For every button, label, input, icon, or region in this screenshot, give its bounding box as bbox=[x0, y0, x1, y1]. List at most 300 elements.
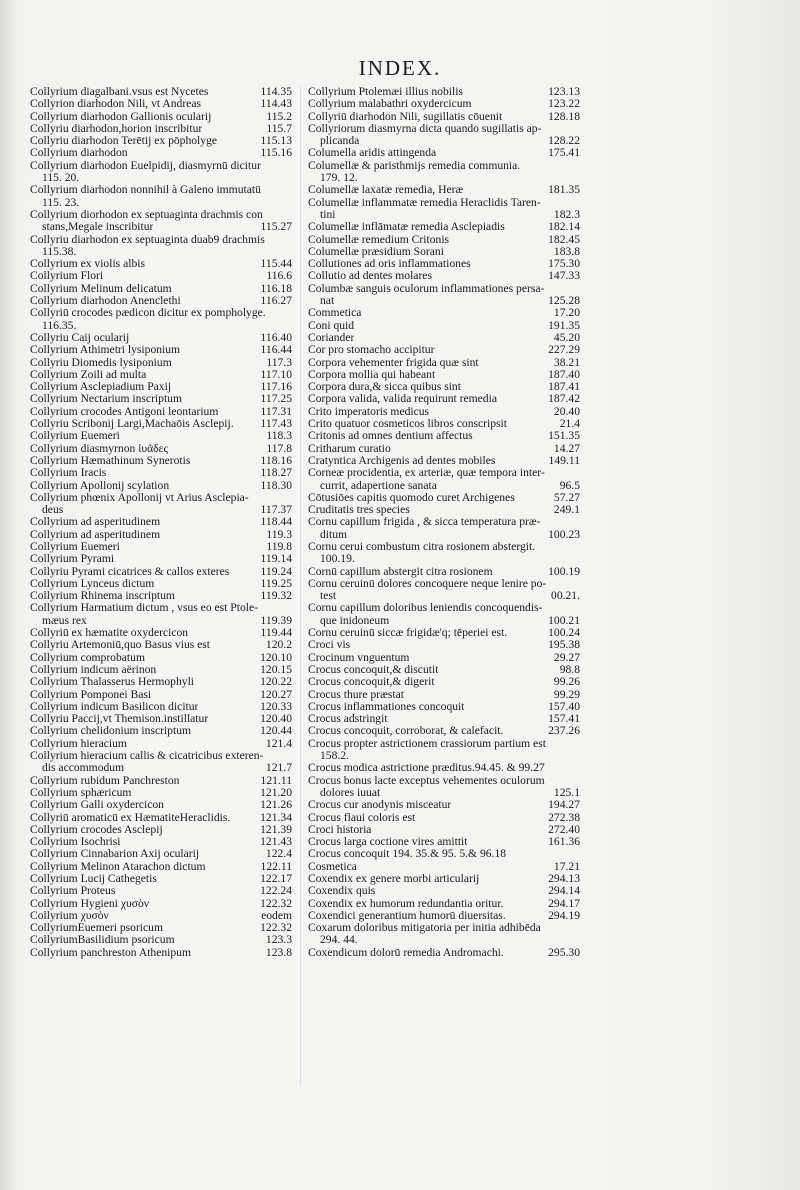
entry-reference: 99.26 bbox=[553, 676, 580, 689]
entry-reference: 128.22 bbox=[548, 135, 580, 148]
entry-text: Crocus modica astrictione præditus.94.45. & 99.27 bbox=[308, 762, 545, 775]
page-header: INDEX. bbox=[358, 56, 442, 80]
entry-reference: 123.22 bbox=[548, 98, 580, 111]
index-entry bbox=[308, 111, 580, 123]
entry-text: 294. 44. bbox=[320, 934, 358, 947]
index-entry bbox=[308, 209, 580, 221]
entry-text: Collyrium crocodes Antigoni leontarium bbox=[30, 405, 219, 418]
index-entry bbox=[30, 873, 292, 885]
index-entry bbox=[30, 430, 292, 442]
entry-text: Corpora valida, valida requirunt remedia bbox=[308, 393, 497, 406]
entry-reference: 117.8 bbox=[266, 442, 292, 455]
entry-text: Crocus concoquit,& digerit bbox=[308, 676, 435, 689]
index-entry bbox=[30, 861, 292, 873]
entry-text: Collyrium Euemeri bbox=[30, 430, 120, 443]
index-entry bbox=[308, 713, 580, 725]
entry-text: Collyrium diarhodon bbox=[30, 147, 128, 160]
entry-reference: 182.45 bbox=[548, 233, 580, 246]
index-entry bbox=[30, 443, 292, 455]
entry-text: Crocus cur anodynis misceatur bbox=[308, 799, 452, 812]
index-entry bbox=[30, 160, 292, 172]
entry-text: Collyriū diarhodon Nili, sugillatis cōuenit bbox=[308, 110, 503, 123]
entry-text: Collyrium diagalbani.vsus est Nycetes bbox=[30, 86, 209, 98]
index-entry bbox=[308, 295, 580, 307]
entry-text: Collutiones ad oris inflammationes bbox=[308, 258, 471, 271]
index-entry bbox=[308, 701, 580, 713]
entry-text: Collyrium Lucij Cathegetis bbox=[30, 873, 157, 885]
entry-text: Collyriu Paccij,vt Themison.instillatur bbox=[30, 713, 209, 726]
index-entry bbox=[308, 602, 580, 614]
entry-reference: 115.44 bbox=[260, 258, 292, 271]
entry-reference: 120.10 bbox=[260, 651, 292, 664]
entry-text: Coxendicum dolorū remedia Andromachi. bbox=[308, 946, 504, 959]
entry-reference: 100.21 bbox=[548, 614, 580, 627]
entry-reference: 194.27 bbox=[548, 799, 580, 812]
entry-text: Collyrium Euemeri bbox=[30, 540, 120, 553]
index-entry bbox=[30, 197, 292, 209]
entry-text: Collyrium ex violis albis bbox=[30, 258, 145, 271]
entry-text: plicanda bbox=[320, 135, 360, 148]
index-entry bbox=[308, 787, 580, 799]
entry-text: Crocus flaui coloris est bbox=[308, 811, 416, 824]
index-entry bbox=[30, 209, 292, 221]
entry-text: Coxendix ex genere morbi articularij bbox=[308, 873, 480, 885]
index-entry bbox=[308, 234, 580, 246]
entry-reference: 114.43 bbox=[260, 98, 292, 111]
index-entry bbox=[308, 615, 580, 627]
index-entry bbox=[30, 516, 292, 528]
index-entry bbox=[30, 246, 292, 258]
entry-text: Collyrium Rhinema inscriptum bbox=[30, 590, 175, 603]
entry-text: 116.35. bbox=[42, 319, 77, 332]
entry-text: Collyriu diarhodon ex septuaginta duab9 drachmis bbox=[30, 233, 265, 246]
entry-reference: 116.44 bbox=[260, 344, 292, 357]
entry-text: Cornu capillum doloribus leniendis concoquendis- bbox=[308, 602, 543, 615]
entry-reference: 114.35 bbox=[260, 86, 292, 98]
entry-text: Collyrium Iracis bbox=[30, 467, 107, 480]
entry-reference: 118.3 bbox=[266, 430, 292, 443]
index-entry bbox=[30, 467, 292, 479]
entry-text: Croci vis bbox=[308, 639, 351, 652]
index-entry bbox=[308, 172, 580, 184]
index-entry bbox=[308, 836, 580, 848]
index-entry bbox=[30, 234, 292, 246]
entry-reference: 182.14 bbox=[548, 221, 580, 234]
entry-reference: 119.8 bbox=[266, 540, 292, 553]
index-entry bbox=[30, 848, 292, 860]
entry-reference: 117.3 bbox=[266, 356, 292, 369]
entry-text: Columellæ remedium Critonis bbox=[308, 233, 450, 246]
entry-reference: 272.38 bbox=[548, 811, 580, 824]
entry-text: Collyriu Diomedis lysiponium bbox=[30, 356, 172, 369]
entry-text: 115. 23. bbox=[42, 196, 80, 209]
entry-reference: 182.3 bbox=[553, 208, 580, 221]
entry-reference: 294.14 bbox=[548, 885, 580, 898]
index-entry bbox=[30, 664, 292, 676]
index-entry bbox=[308, 652, 580, 664]
entry-text: Collyriu Scribonij Largi,Machaōis Asclepij. bbox=[30, 418, 234, 431]
index-entry bbox=[30, 725, 292, 737]
index-entry bbox=[308, 725, 580, 737]
entry-text: mæus rex bbox=[42, 614, 87, 627]
entry-text: Collyriu Artemoniū,quo Basus vius est bbox=[30, 639, 211, 652]
entry-text: dis accommodum bbox=[42, 762, 125, 775]
entry-text: Cratyntica Archigenis ad dentes mobiles bbox=[308, 454, 496, 467]
index-entry bbox=[308, 824, 580, 836]
entry-reference: 118.27 bbox=[260, 467, 292, 480]
entry-reference: 120.27 bbox=[260, 688, 292, 701]
entry-text: Coxendix ex humorum redundantia oritur. bbox=[308, 897, 504, 910]
entry-text: Collyrium Pomponei Basi bbox=[30, 688, 152, 701]
index-entry bbox=[30, 824, 292, 836]
entry-text: Critonis ad omnes dentium affectus bbox=[308, 430, 473, 443]
column-divider bbox=[300, 86, 301, 1086]
index-entry bbox=[30, 111, 292, 123]
index-entry bbox=[308, 775, 580, 787]
index-entry bbox=[308, 516, 580, 528]
entry-text: Collyrium Proteus bbox=[30, 885, 116, 898]
entry-text: Collyriu diarhodon,horion inscribitur bbox=[30, 122, 203, 135]
entry-reference: 116.27 bbox=[260, 295, 292, 308]
entry-reference: 115.16 bbox=[260, 147, 292, 160]
index-entry bbox=[30, 283, 292, 295]
entry-text: Collyrium comprobatum bbox=[30, 651, 145, 664]
entry-text: Corpora mollia qui habeant bbox=[308, 368, 436, 381]
entry-text: Crocus larga coctione vires amittit bbox=[308, 836, 468, 849]
entry-text: Collutio ad dentes molares bbox=[308, 270, 432, 283]
entry-text: Collyriu Caij ocularij bbox=[30, 331, 130, 344]
entry-text: Collyrium Pyrami bbox=[30, 553, 115, 566]
index-entry bbox=[308, 258, 580, 270]
entry-text: Crocus concoquit 194. 35.& 95. 5.& 96.18 bbox=[308, 848, 507, 861]
entry-text: Collyrium ad asperitudinem bbox=[30, 516, 161, 529]
entry-reference: 100.24 bbox=[548, 627, 580, 640]
index-entry bbox=[308, 344, 580, 356]
index-entry bbox=[308, 455, 580, 467]
index-entry bbox=[308, 639, 580, 651]
entry-reference: 123.8 bbox=[265, 946, 292, 959]
entry-reference: eodem bbox=[261, 909, 292, 922]
entry-text: Commetica bbox=[308, 307, 362, 320]
index-entry bbox=[308, 320, 580, 332]
entry-reference: 195.38 bbox=[548, 639, 580, 652]
entry-text: Collyrium diasmyrnon ἱυᾶδες bbox=[30, 442, 169, 455]
index-entry bbox=[308, 430, 580, 442]
index-entry bbox=[308, 135, 580, 147]
index-entry bbox=[30, 295, 292, 307]
index-entry bbox=[308, 246, 580, 258]
entry-reference: 294.17 bbox=[548, 897, 580, 910]
index-entry bbox=[308, 553, 580, 565]
entry-reference: 123.3 bbox=[265, 934, 292, 947]
index-entry bbox=[30, 492, 292, 504]
index-entry bbox=[308, 848, 580, 860]
entry-text: ditum bbox=[320, 528, 348, 541]
entry-reference: 117.31 bbox=[260, 405, 292, 418]
entry-text: Collyrium diorhodon ex septuaginta drachmis con bbox=[30, 208, 263, 221]
entry-reference: 115.27 bbox=[260, 221, 292, 234]
index-entry bbox=[30, 381, 292, 393]
entry-text: Columella aridis attingenda bbox=[308, 147, 437, 160]
entry-reference: 121.4 bbox=[265, 737, 292, 750]
entry-reference: 38.21 bbox=[553, 356, 580, 369]
entry-reference: 119.14 bbox=[260, 553, 292, 566]
entry-text: Cornū capillum abstergit citra rosionem bbox=[308, 565, 493, 578]
entry-reference: 125.1 bbox=[553, 786, 580, 799]
entry-text: Cōtusiōes capitis quomodo curet Archigenes bbox=[308, 491, 515, 504]
index-entry bbox=[30, 406, 292, 418]
index-entry bbox=[30, 86, 292, 98]
entry-text: Cor pro stomacho accipitur bbox=[308, 344, 435, 357]
entry-reference: 157.40 bbox=[548, 700, 580, 713]
entry-text: Collyrium hieracium callis & cicatricibus exteren- bbox=[30, 750, 264, 763]
entry-text: Corpora dura,& sicca quibus sint bbox=[308, 381, 461, 394]
entry-reference: 116.40 bbox=[260, 331, 292, 344]
entry-reference: 147.33 bbox=[548, 270, 580, 283]
index-entry bbox=[30, 910, 292, 922]
index-entry bbox=[30, 147, 292, 159]
entry-reference: 45.20 bbox=[553, 331, 580, 344]
entry-reference: 122.32 bbox=[260, 897, 292, 910]
entry-reference: 122.24 bbox=[260, 885, 292, 898]
entry-reference: 191.35 bbox=[548, 319, 580, 332]
index-entry bbox=[30, 418, 292, 430]
entry-reference: 122.4 bbox=[265, 848, 292, 861]
entry-text: Coriander bbox=[308, 331, 355, 344]
index-entry bbox=[30, 135, 292, 147]
index-entry bbox=[30, 934, 292, 946]
entry-reference: 121.7 bbox=[265, 762, 292, 775]
index-entry bbox=[30, 627, 292, 639]
index-entry bbox=[30, 184, 292, 196]
index-entry bbox=[30, 615, 292, 627]
entry-text: 115. 20. bbox=[42, 172, 80, 185]
entry-text: Coxendici generantium humorū diuersitas. bbox=[308, 909, 506, 922]
entry-text: Collyrion diarhodon Nili, vt Andreas bbox=[30, 98, 201, 111]
index-entry bbox=[308, 393, 580, 405]
index-entry bbox=[308, 910, 580, 922]
entry-text: Collyrium malabathri oxydercicum bbox=[308, 98, 472, 111]
entry-text: Cornu cerui combustum citra rosionem abstergit. bbox=[308, 540, 536, 553]
entry-reference: 118.16 bbox=[260, 454, 292, 467]
index-entry bbox=[30, 652, 292, 664]
entry-reference: 128.18 bbox=[548, 110, 580, 123]
index-entry bbox=[308, 492, 580, 504]
index-entry bbox=[308, 406, 580, 418]
index-entry bbox=[30, 270, 292, 282]
entry-reference: 116.18 bbox=[260, 282, 292, 295]
entry-text: Collyriu diarhodon Terētij ex pōpholyge bbox=[30, 135, 218, 148]
entry-reference: 117.37 bbox=[260, 504, 292, 517]
entry-text: 100.19. bbox=[320, 553, 355, 566]
index-entry bbox=[308, 664, 580, 676]
entry-reference: 120.33 bbox=[260, 700, 292, 713]
index-entry bbox=[30, 369, 292, 381]
index-entry bbox=[30, 947, 292, 959]
index-entry bbox=[308, 676, 580, 688]
entry-reference: 118.44 bbox=[260, 516, 292, 529]
entry-reference: 120.44 bbox=[260, 725, 292, 738]
entry-reference: 175.41 bbox=[548, 147, 580, 160]
entry-text: Collyrium Zoili ad multa bbox=[30, 368, 147, 381]
index-entry bbox=[308, 627, 580, 639]
entry-reference: 119.24 bbox=[260, 565, 292, 578]
index-entry bbox=[30, 258, 292, 270]
index-entry bbox=[308, 812, 580, 824]
entry-text: Collyrium Isochrisi bbox=[30, 836, 121, 849]
entry-text: Coxarum doloribus mitigatoria per initia adhibēda bbox=[308, 922, 541, 935]
index-column-right bbox=[308, 86, 580, 959]
index-entry bbox=[308, 934, 580, 946]
entry-text: Crocinum vnguentum bbox=[308, 651, 410, 664]
index-entry bbox=[30, 762, 292, 774]
entry-text: Crocus bonus lacte exceptus vehementes oculorum bbox=[308, 774, 545, 787]
entry-reference: 115.13 bbox=[260, 135, 292, 148]
index-entry bbox=[30, 529, 292, 541]
entry-reference: 117.10 bbox=[260, 368, 292, 381]
index-entry bbox=[30, 639, 292, 651]
entry-reference: 151.35 bbox=[548, 430, 580, 443]
entry-text: Collyrium chelidonium inscriptum bbox=[30, 725, 192, 738]
index-column-left bbox=[30, 86, 292, 959]
entry-text: deus bbox=[42, 504, 64, 517]
index-entry bbox=[308, 898, 580, 910]
index-entry bbox=[308, 160, 580, 172]
entry-text: Collyrium Ptolemæi illius nobilis bbox=[308, 86, 463, 98]
index-entry bbox=[30, 922, 292, 934]
entry-text: Collyrium Galli oxydercicon bbox=[30, 799, 164, 812]
entry-reference: 120.40 bbox=[260, 713, 292, 726]
index-entry bbox=[30, 320, 292, 332]
entry-reference: 121.26 bbox=[260, 799, 292, 812]
entry-text: Collyrium Hæmathinum Synerotis bbox=[30, 454, 191, 467]
entry-text: Collyrium panchreston Athenipum bbox=[30, 946, 192, 959]
entry-text: Cornu ceruinū dolores concoquere neque lenire po- bbox=[308, 577, 547, 590]
entry-reference: 181.35 bbox=[548, 184, 580, 197]
entry-text: Crocus concoquit, corroborat, & calefacit. bbox=[308, 725, 504, 738]
entry-reference: 57.27 bbox=[553, 491, 580, 504]
entry-reference: 96.5 bbox=[559, 479, 580, 492]
entry-text: stans,Megale inscribitur bbox=[42, 221, 154, 234]
entry-text: Crito quatuor cosmeticos libros conscripsit bbox=[308, 418, 507, 431]
index-entry bbox=[30, 812, 292, 824]
entry-text: Crito imperatoris medicus bbox=[308, 405, 430, 418]
entry-text: Columellæ præsidium Sorani bbox=[308, 245, 444, 258]
index-entry bbox=[30, 332, 292, 344]
entry-text: Cruditatis tres species bbox=[308, 504, 410, 517]
index-entry bbox=[30, 775, 292, 787]
entry-text: 179. 12. bbox=[320, 172, 358, 185]
index-entry bbox=[30, 393, 292, 405]
entry-text: Collyrium indicum aërinon bbox=[30, 663, 157, 676]
entry-text: Collyrium Apollonij scylation bbox=[30, 479, 170, 492]
entry-text: Collyriorum diasmyrna dicta quando sugillatis ap- bbox=[308, 122, 542, 135]
index-entry bbox=[308, 369, 580, 381]
entry-reference: 187.42 bbox=[548, 393, 580, 406]
index-entry bbox=[30, 701, 292, 713]
entry-text: Collyrium χυσὸν bbox=[30, 909, 109, 922]
index-entry bbox=[308, 750, 580, 762]
index-entry bbox=[30, 713, 292, 725]
entry-text: Collyrium Nectarium inscriptum bbox=[30, 393, 182, 406]
entry-text: currit, adapertione sanata bbox=[320, 479, 437, 492]
entry-reference: 121.11 bbox=[260, 774, 292, 787]
index-entry bbox=[308, 197, 580, 209]
entry-text: Collyrium Athimetri lysiponium bbox=[30, 344, 181, 357]
entry-text: Collyrium Lynceus dictum bbox=[30, 577, 155, 590]
index-entry bbox=[30, 836, 292, 848]
entry-reference: 119.3 bbox=[266, 528, 292, 541]
entry-text: Collyrium Melinon Atarachon dictum bbox=[30, 860, 206, 873]
index-entry bbox=[30, 885, 292, 897]
entry-text: Columellæ & paristhmijs remedia communia. bbox=[308, 159, 521, 172]
index-entry bbox=[30, 898, 292, 910]
entry-reference: 122.32 bbox=[260, 922, 292, 935]
entry-text: Columellæ inflammatæ remedia Heraclidis Taren- bbox=[308, 196, 541, 209]
entry-text: Collyrium diarhodon Euelpidij, diasmyrnū dicitur bbox=[30, 159, 261, 172]
entry-reference: 272.40 bbox=[548, 823, 580, 836]
entry-reference: 121.34 bbox=[260, 811, 292, 824]
index-entry bbox=[30, 553, 292, 565]
index-entry bbox=[308, 147, 580, 159]
index-entry bbox=[308, 861, 580, 873]
entry-text: Collyriu Pyrami cicatrices & callos exteres bbox=[30, 565, 230, 578]
entry-text: Columbæ sanguis oculorum inflammationes persa- bbox=[308, 282, 545, 295]
index-entry bbox=[308, 381, 580, 393]
entry-reference: 119.25 bbox=[260, 577, 292, 590]
index-entry bbox=[30, 455, 292, 467]
index-entry bbox=[308, 86, 580, 98]
index-entry bbox=[308, 467, 580, 479]
entry-text: Collyrium Cinnabarion Axij ocularij bbox=[30, 848, 200, 861]
entry-text: Collyriū aromaticū ex HæmatiteHeraclidis. bbox=[30, 811, 231, 824]
index-entry bbox=[30, 172, 292, 184]
index-entry bbox=[30, 590, 292, 602]
index-entry bbox=[308, 98, 580, 110]
entry-text: Collyriū ex hæmatite oxydercicon bbox=[30, 627, 189, 640]
entry-text: Crocus adstringit bbox=[308, 713, 388, 726]
entry-text: Collyrium ad asperitudinem bbox=[30, 528, 161, 541]
entry-reference: 119.32 bbox=[260, 590, 292, 603]
entry-reference: 157.41 bbox=[548, 713, 580, 726]
entry-text: Columellæ inflāmatæ remedia Asclepiadis bbox=[308, 221, 505, 234]
entry-text: Cornu ceruinū siccæ frigidæ'q; tēperiei est. bbox=[308, 627, 508, 640]
index-entry bbox=[30, 750, 292, 762]
entry-reference: 20.40 bbox=[553, 405, 580, 418]
entry-reference: 175.30 bbox=[548, 258, 580, 271]
entry-text: Crocus thure præstat bbox=[308, 688, 404, 701]
index-entry bbox=[30, 357, 292, 369]
entry-text: test bbox=[320, 590, 337, 603]
index-entry bbox=[308, 689, 580, 701]
index-entry bbox=[308, 885, 580, 897]
entry-reference: 14.27 bbox=[553, 442, 580, 455]
entry-text: Cornu capillum frigida , & sicca temperatura præ- bbox=[308, 516, 541, 529]
index-entry bbox=[308, 578, 580, 590]
entry-text: nat bbox=[320, 295, 335, 308]
entry-text: Collyrium Asclepiadium Paxij bbox=[30, 381, 172, 394]
entry-reference: 187.41 bbox=[548, 381, 580, 394]
entry-text: Collyrium diarhodon Gallionis ocularij bbox=[30, 110, 212, 123]
entry-reference: 121.39 bbox=[260, 823, 292, 836]
entry-reference: 99.29 bbox=[553, 688, 580, 701]
index-entry bbox=[30, 676, 292, 688]
entry-text: Columellæ laxatæ remedia, Heræ bbox=[308, 184, 464, 197]
entry-text: Collyrium hieracium bbox=[30, 737, 127, 750]
entry-reference: 121.43 bbox=[260, 836, 292, 849]
entry-reference: 120.22 bbox=[260, 676, 292, 689]
entry-reference: 29.27 bbox=[553, 651, 580, 664]
